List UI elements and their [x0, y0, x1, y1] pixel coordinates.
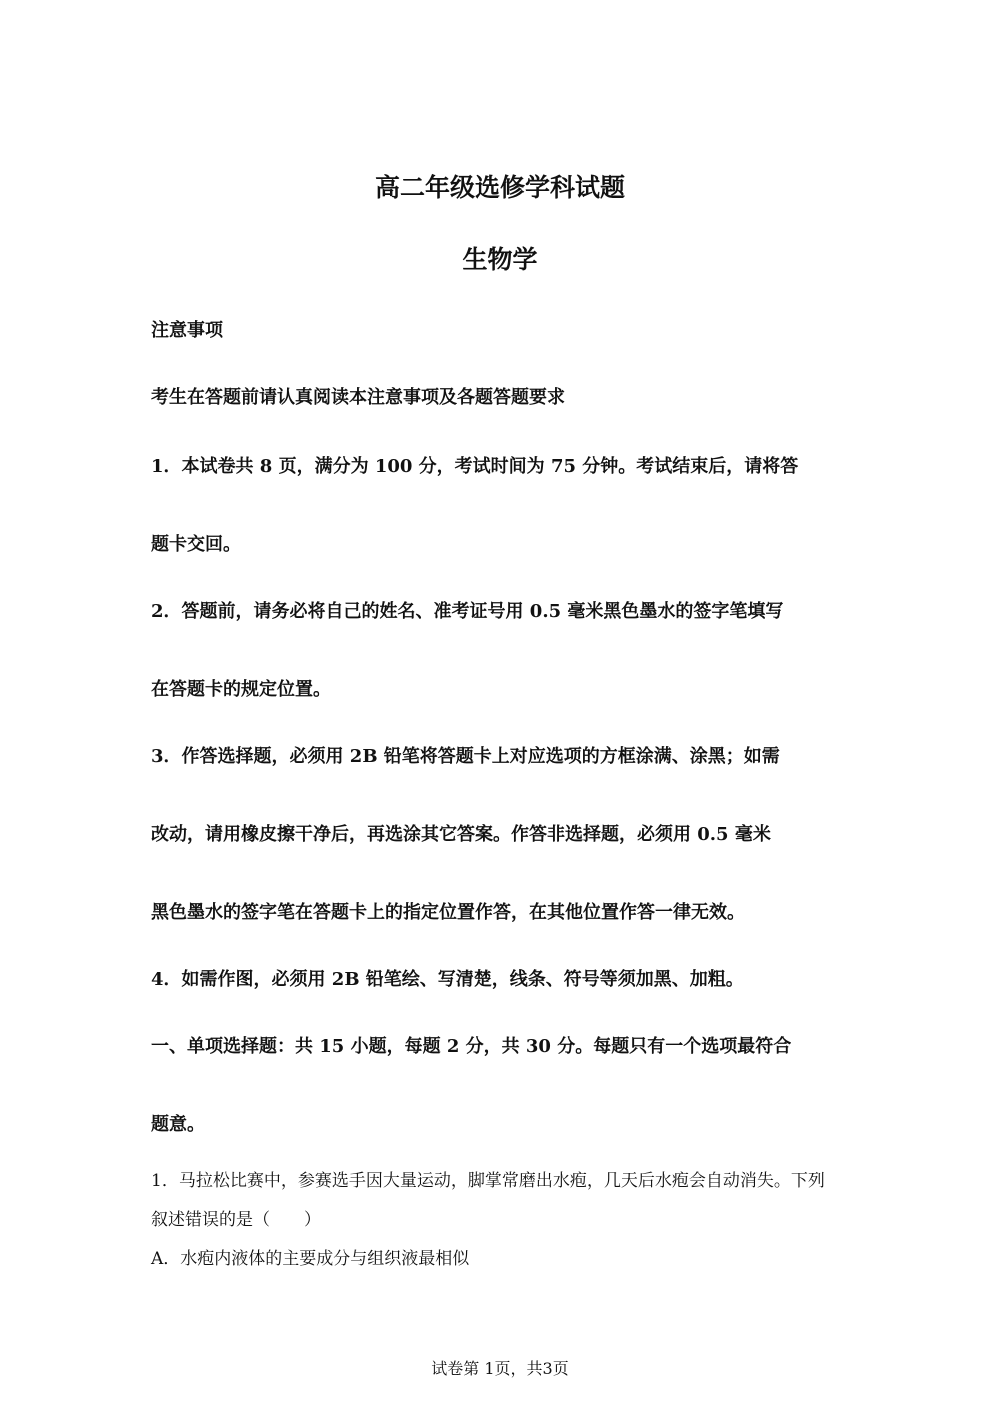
notice-intro: 考生在答题前请认真阅读本注意事项及各题答题要求 [151, 387, 565, 408]
page-footer: 试卷第 1页，共3页 [431, 1359, 569, 1378]
notice-line: 3．作答选择题，必须用 2B 铅笔将答题卡上对应选项的方框涂满、涂黑；如需 [151, 746, 780, 767]
notice-line: 在答题卡的规定位置。 [151, 679, 331, 700]
section-heading: 题意。 [151, 1114, 205, 1135]
notice-line: 黑色墨水的签字笔在答题卡上的指定位置作答，在其他位置作答一律无效。 [151, 902, 745, 923]
question-option: A．水疱内液体的主要成分与组织液最相似 [151, 1249, 470, 1269]
section-heading: 一、单项选择题：共 15 小题，每题 2 分，共 30 分。每题只有一个选项最符合 [151, 1036, 792, 1057]
question-stem: 叙述错误的是（ ） [151, 1210, 321, 1230]
notice-line: 2．答题前，请务必将自己的姓名、准考证号用 0.5 毫米黑色墨水的签字笔填写 [151, 601, 784, 622]
notice-line: 题卡交回。 [151, 534, 241, 555]
notice-line: 1．本试卷共 8 页，满分为 100 分，考试时间为 75 分钟。考试结束后，请将答 [151, 456, 799, 477]
notice-heading: 注意事项 [151, 320, 223, 341]
exam-title: 高二年级选修学科试题 [374, 173, 625, 202]
notice-line: 改动，请用橡皮擦干净后，再选涂其它答案。作答非选择题，必须用 0.5 毫米 [151, 824, 771, 845]
subject-title: 生物学 [462, 245, 538, 274]
question-stem: 1．马拉松比赛中，参赛选手因大量运动，脚掌常磨出水疱，几天后水疱会自动消失。下列 [151, 1171, 825, 1191]
notice-line: 4．如需作图，必须用 2B 铅笔绘、写清楚，线条、符号等须加黑、加粗。 [151, 969, 744, 990]
